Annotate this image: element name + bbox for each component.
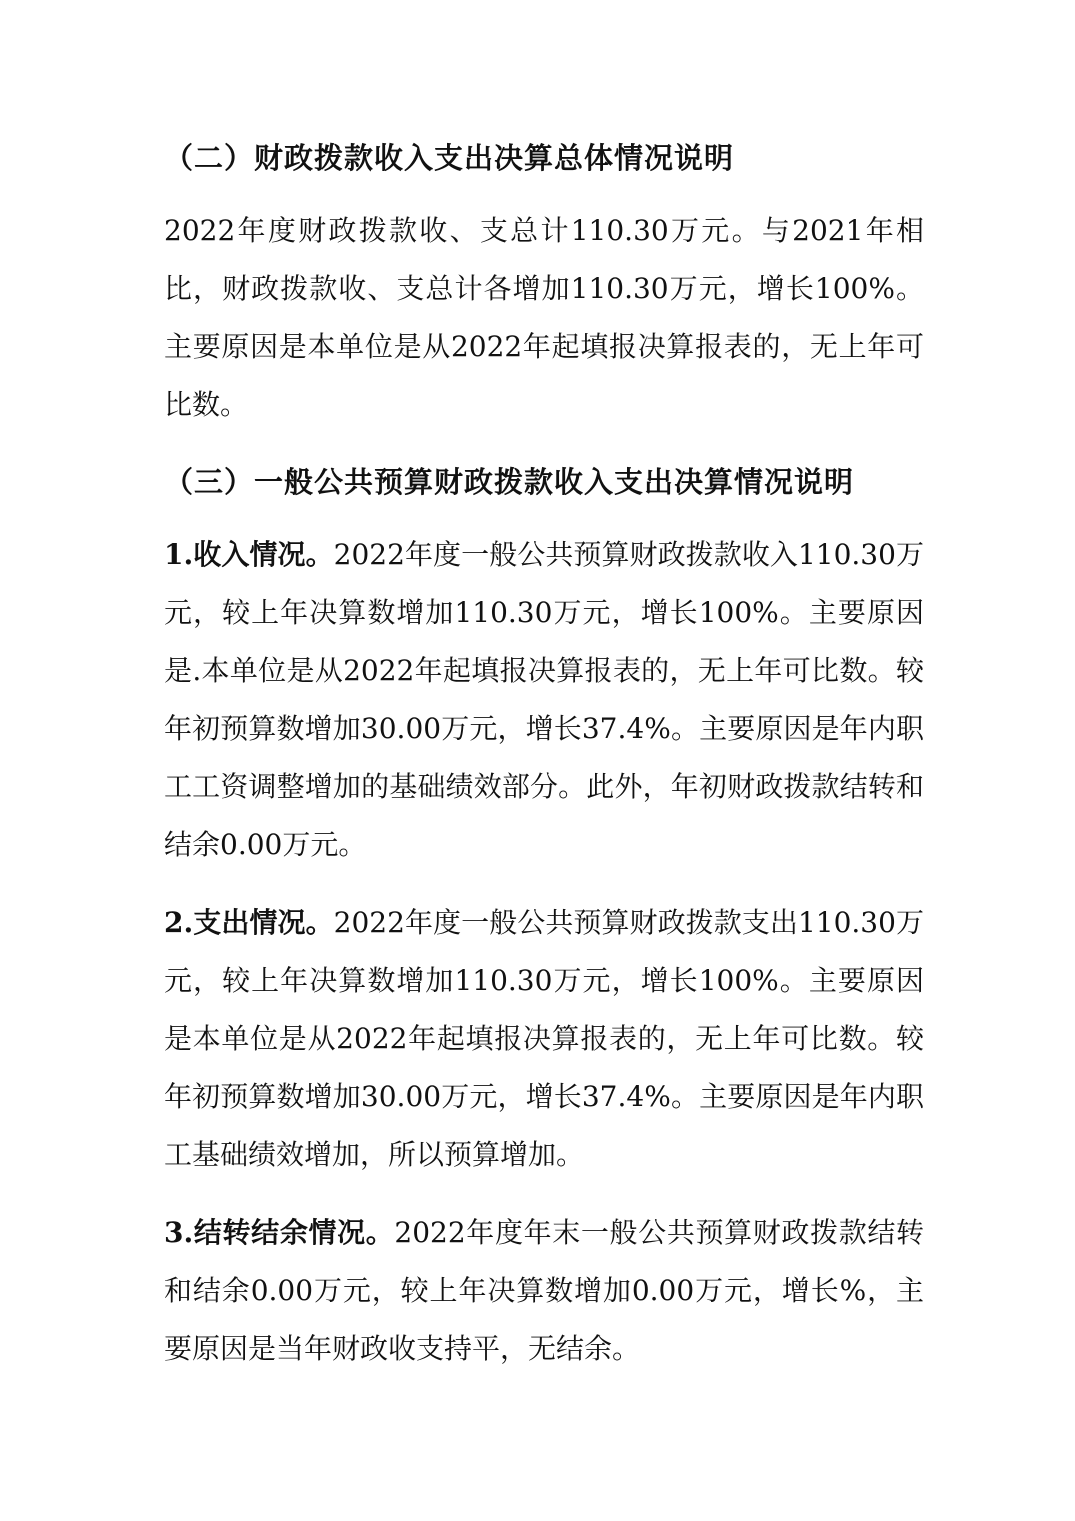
income-text: 2022年度一般公共预算财政拨款收入110.30万元，较上年决算数增加110.30万元，增长100%。主要原因是.本单位是从2022年起填报决算报表的，无上年可比数。较年初预算数增加30.00万元，增长37.4%。主要原因是年内职工工资调整增加的基础绩效部分。此外，年初财政拨款结转和结余0.00万元。 [164,538,925,861]
balance-lead: 3.结转结余情况。 [164,1216,395,1249]
section-2-heading: （二）财政拨款收入支出决算总体情况说明 [164,141,735,175]
section-3-heading: （三）一般公共预算财政拨款收入支出决算情况说明 [164,465,855,499]
income-paragraph [164,526,924,874]
income-lead: 1.收入情况。 [164,538,334,571]
balance-text: 2022年度年末一般公共预算财政拨款结转和结余0.00万元，较上年决算数增加0.00万元，增长%，主要原因是当年财政收支持平，无结余。 [164,1216,924,1365]
expenditure-paragraph [164,894,924,1184]
document-content [164,130,924,1378]
expenditure-lead: 2.支出情况。 [164,906,334,939]
balance-paragraph [164,1204,924,1378]
section-2-body: 2022年度财政拨款收、支总计110.30万元。与2021年相比，财政拨款收、支总计各增加110.30万元，增长100%。主要原因是本单位是从2022年起填报决算报表的，无上年可比数。 [164,214,924,421]
expenditure-text: 2022年度一般公共预算财政拨款支出110.30万元，较上年决算数增加110.30万元，增长100%。主要原因是本单位是从2022年起填报决算报表的，无上年可比数。较年初预算数增加30.00万元，增长37.4%。主要原因是年内职工基础绩效增加，所以预算增加。 [164,906,925,1171]
